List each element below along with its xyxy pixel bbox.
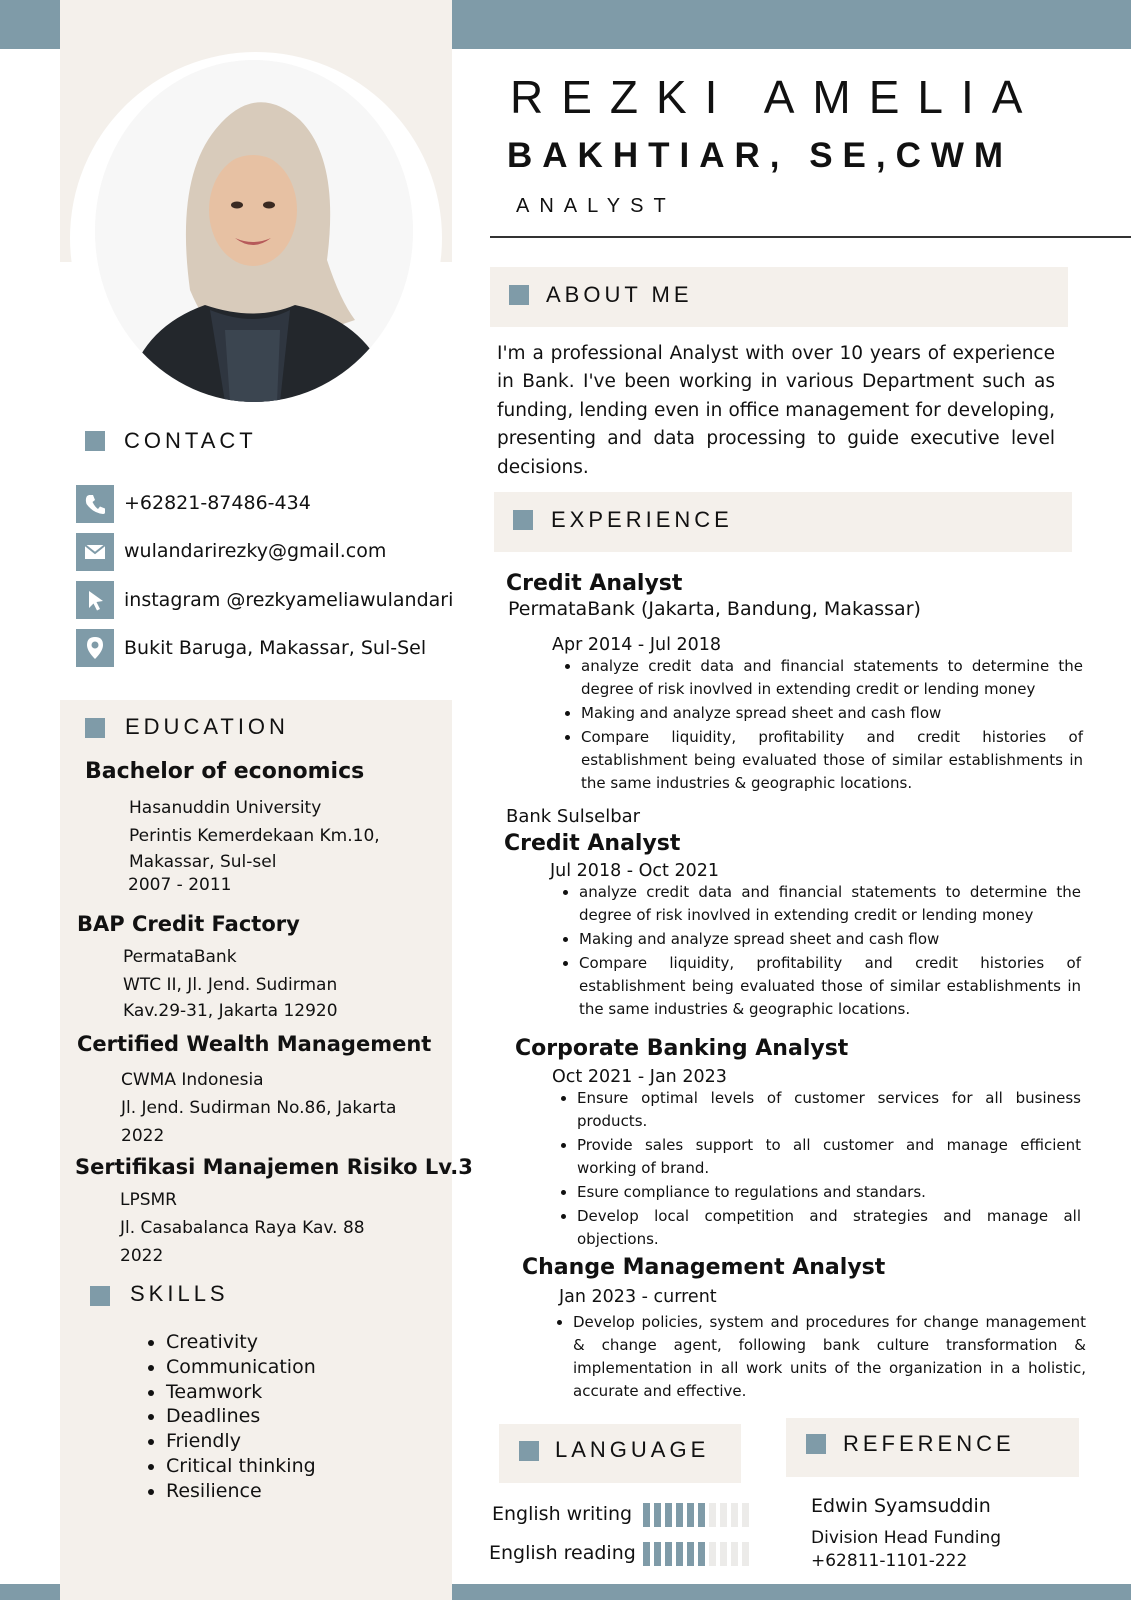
reference-title: REFERENCE xyxy=(843,1431,1015,1456)
skill-item: • Deadlines xyxy=(166,1404,316,1429)
job-bullet: • Develop local competition and strategies and manage all objections. xyxy=(577,1205,1081,1251)
job-bullet: • Compare liquidity, profitability and credit histories of establishment being evaluated those of similar establishments in the same industries & geographic locations. xyxy=(579,952,1081,1021)
job-title: Change Management Analyst xyxy=(522,1255,886,1280)
job-bullet: • Esure compliance to regulations and standars. xyxy=(577,1181,1081,1204)
job-company: PermataBank (Jakarta, Bandung, Makassar) xyxy=(508,598,921,620)
header-divider xyxy=(490,236,1131,238)
skill-item: • Communication xyxy=(166,1355,316,1380)
contact-email[interactable]: wulandarirezky@gmail.com xyxy=(124,540,387,562)
skill-item: • Creativity xyxy=(166,1330,316,1355)
level-segment xyxy=(676,1542,683,1566)
job-title: Corporate Banking Analyst xyxy=(515,1036,849,1061)
level-segment xyxy=(676,1503,683,1527)
education-entry-details: PermataBank WTC II, Jl. Jend. Sudirman Kav.29-31, Jakarta 12920 xyxy=(123,947,338,1021)
job-bullet: • Ensure optimal levels of customer services for all business products. xyxy=(577,1087,1081,1133)
level-segment xyxy=(709,1503,716,1527)
job-dates: Jul 2018 - Oct 2021 xyxy=(550,861,720,881)
skill-item: • Resilience xyxy=(166,1479,316,1504)
job-dates: Jan 2023 - current xyxy=(559,1287,717,1307)
contact-phone[interactable]: +62821-87486-434 xyxy=(124,492,311,514)
section-marker xyxy=(519,1441,539,1461)
section-marker xyxy=(85,718,105,738)
job-bullets xyxy=(555,1087,1081,1252)
skill-item: • Critical thinking xyxy=(166,1454,316,1479)
level-segment xyxy=(709,1542,716,1566)
level-segment xyxy=(654,1503,661,1527)
job-company: Bank Sulselbar xyxy=(506,806,641,827)
level-segment xyxy=(643,1503,650,1527)
level-segment xyxy=(687,1503,694,1527)
mail-icon xyxy=(76,533,114,571)
contact-title: CONTACT xyxy=(124,428,257,453)
reference-name: Edwin Syamsuddin xyxy=(811,1495,991,1517)
job-dates: Oct 2021 - Jan 2023 xyxy=(552,1067,727,1087)
level-segment xyxy=(742,1542,749,1566)
job-title: Credit Analyst xyxy=(506,571,683,596)
level-segment xyxy=(665,1503,672,1527)
level-segment xyxy=(643,1542,650,1566)
level-segment xyxy=(687,1542,694,1566)
contact-address: Bukit Baruga, Makassar, Sul-Sel xyxy=(124,637,427,659)
profile-photo xyxy=(95,60,413,402)
skill-item: • Teamwork xyxy=(166,1380,316,1405)
phone-icon xyxy=(76,485,114,523)
language-name: English writing xyxy=(492,1503,633,1525)
language-level-bar xyxy=(643,1503,753,1531)
job-bullet: • Compare liquidity, profitability and credit histories of establishment being evaluated those of similar establishments in the same industries & geographic locations. xyxy=(581,726,1083,795)
language-title: LANGUAGE xyxy=(555,1437,710,1462)
job-bullets xyxy=(551,1311,1086,1404)
education-title: EDUCATION xyxy=(125,714,289,739)
level-segment xyxy=(698,1503,705,1527)
profile-photo-illustration xyxy=(95,60,413,402)
job-role: ANALYST xyxy=(516,195,676,217)
job-dates: Apr 2014 - Jul 2018 xyxy=(552,635,722,655)
level-segment xyxy=(720,1542,727,1566)
section-marker xyxy=(90,1286,110,1306)
job-bullet: • Develop policies, system and procedures for change management & change agent, following bank culture transformation & implementation in all work units of the organization in a holistic, accurate and effective. xyxy=(573,1311,1086,1403)
education-entry-details: LPSMR Jl. Casabalanca Raya Kav. 88 2022 xyxy=(120,1190,365,1266)
education-entry-title: Bachelor of economics xyxy=(85,759,365,784)
skill-item: • Friendly xyxy=(166,1429,316,1454)
location-pin-icon xyxy=(76,629,114,667)
section-marker xyxy=(85,431,105,451)
education-entry-title: BAP Credit Factory xyxy=(77,912,300,936)
contact-instagram[interactable]: instagram @rezkyameliawulandari xyxy=(124,589,454,611)
job-bullets xyxy=(557,881,1081,1022)
language-name: English reading xyxy=(489,1542,636,1564)
job-bullet: • Provide sales support to all customer and manage efficient working of brand. xyxy=(577,1134,1081,1180)
skills-title: SKILLS xyxy=(130,1281,229,1306)
job-title: Credit Analyst xyxy=(504,831,681,856)
education-entry-title: Sertifikasi Manajemen Risiko Lv.3 xyxy=(75,1155,473,1179)
job-bullet: • analyze credit data and financial statements to determine the degree of risk inovlved in extending credit or lending money xyxy=(579,881,1081,927)
level-segment xyxy=(731,1542,738,1566)
section-marker xyxy=(806,1434,826,1454)
level-segment xyxy=(742,1503,749,1527)
reference-phone[interactable]: +62811-1101-222 xyxy=(811,1551,968,1571)
experience-title: EXPERIENCE xyxy=(551,507,733,532)
education-entry-details: Hasanuddin University Perintis Kemerdekaan Km.10, Makassar, Sul-sel 2007 - 2011 xyxy=(128,798,380,895)
skills-list xyxy=(145,1330,316,1504)
job-bullets xyxy=(559,655,1083,796)
about-title: ABOUT ME xyxy=(546,282,693,307)
job-bullet: • Making and analyze spread sheet and cash flow xyxy=(581,702,1083,725)
education-entry-details: CWMA Indonesia Jl. Jend. Sudirman No.86, Jakarta 2022 xyxy=(121,1070,397,1146)
level-segment xyxy=(731,1503,738,1527)
level-segment xyxy=(720,1503,727,1527)
level-segment xyxy=(698,1542,705,1566)
name-first: REZKI AMELIA xyxy=(510,71,1041,123)
section-marker xyxy=(513,510,533,530)
section-marker xyxy=(509,285,529,305)
reference-position: Division Head Funding xyxy=(811,1528,1002,1548)
level-segment xyxy=(665,1542,672,1566)
job-bullet: • analyze credit data and financial statements to determine the degree of risk inovlved in extending credit or lending money xyxy=(581,655,1083,701)
cursor-icon xyxy=(76,581,114,619)
name-last: BAKHTIAR, SE,CWM xyxy=(507,136,1014,175)
education-entry-title: Certified Wealth Management xyxy=(77,1032,432,1056)
about-text: I'm a professional Analyst with over 10 years of experience in Bank. I've been working in various Department such as funding, lending even in office management for developing, presenting and data processing to guide executive level decisions. xyxy=(497,343,1055,478)
level-segment xyxy=(654,1542,661,1566)
job-bullet: • Making and analyze spread sheet and cash flow xyxy=(579,928,1081,951)
language-level-bar xyxy=(643,1542,753,1570)
